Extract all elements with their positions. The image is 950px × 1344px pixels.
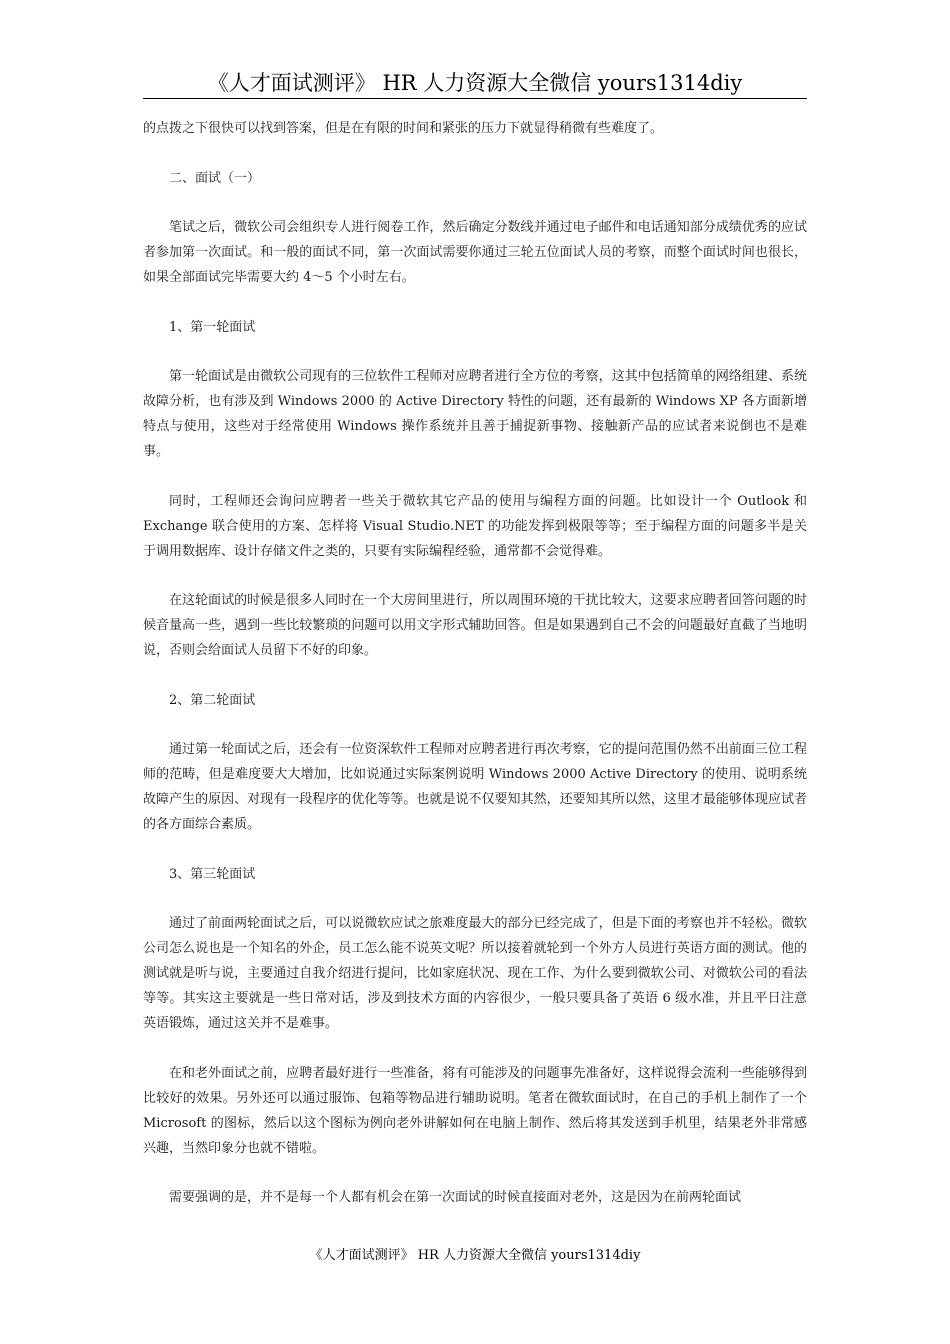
page-header-title: 《人才面试测评》 HR 人力资源大全微信 yours1314diy: [207, 71, 743, 95]
paragraph: 需要强调的是，并不是每一个人都有机会在第一次面试的时候直接面对老外，这是因为在前两轮面试: [169, 1190, 742, 1205]
page-footer-text: 《人才面试测评》 HR 人力资源大全微信 yours1314diy: [309, 1248, 641, 1263]
paragraph: 在这轮面试的时候是很多人同时在一个大房间里进行，所以周围环境的干扰比较大，这要求应聘者回答问题的时候音量高一些，遇到一些比较繁琐的问题可以用文字形式辅助回答。但是如果遇到自己不会的问题最好直截了当地明说，否则会给面试人员留下不好的印象。: [143, 593, 807, 658]
paragraph: 通过了前面两轮面试之后，可以说微软应试之旅难度最大的部分已经完成了，但是下面的考察也并不轻松。微软公司怎么说也是一个知名的外企，员工怎么能不说英文呢？所以接着就轮到一个外方人员进行英语方面的测试。他的测试就是听与说，主要通过自我介绍进行提问，比如家庭状况、现在工作、为什么要到微软公司、对微软公司的看法等等。其实这主要就是一些日常对话，涉及到技术方面的内容很少，一般只要具备了英语 6 级水准，并且平日注意英语锻炼，通过这关并不是难事。: [143, 916, 807, 1031]
subheading-round-one: 1、第一轮面试: [169, 319, 256, 335]
paragraph: 在和老外面试之前，应聘者最好进行一些准备，将有可能涉及的问题事先准备好，这样说得会流利一些能够得到比较好的效果。另外还可以通过服饰、包箱等物品进行辅助说明。笔者在微软面试时，在自己的手机上制作了一个 Microsoft 的图标，然后以这个图标为例向老外讲解如何在电脑上制作、然后将其发送到手机里，结果老外非常感兴趣，当然印象分也就不错啦。: [143, 1065, 807, 1156]
paragraph: 通过第一轮面试之后，还会有一位资深软件工程师对应聘者进行再次考察，它的提问范围仍然不出前面三位工程师的范畴，但是难度要大大增加，比如说通过实际案例说明 Windows 2000 Active Directory 的使用、说明系统故障产生的原因、对现有一段程序的优化等等。也就是说不仅要知其然，还要知其所以然，这里才最能够体现应试者的各方面综合素质。: [143, 742, 807, 832]
subheading-round-three: 3、第三轮面试: [169, 866, 256, 882]
paragraph: 笔试之后，微软公司会组织专人进行阅卷工作，然后确定分数线并通过电子邮件和电话通知部分成绩优秀的应试者参加第一次面试。和一般的面试不同，第一次面试需要你通过三轮五位面试人员的考察，而整个面试时间也很长，如果全部面试完毕需要大约 4～5 个小时左右。: [143, 220, 807, 285]
paragraph: 第一轮面试是由微软公司现有的三位软件工程师对应聘者进行全方位的考察，这其中包括简单的网络组建、系统故障分析，也有涉及到 Windows 2000 的 Active Directory 特性的问题，还有最新的 Windows XP 各方面新增特点与使用，这些对于经常使用 Windows 操作系统并且善于捕捉新事物、接触新产品的应试者来说倒也不是难事。: [143, 369, 807, 459]
section-heading-interview-one: 二、面试（一）: [169, 170, 261, 186]
document-body: [143, 116, 807, 1235]
paragraph-continuation: 的点拨之下很快可以找到答案，但是在有限的时间和紧张的压力下就显得稍微有些难度了。: [143, 121, 664, 136]
header-divider: [143, 98, 807, 99]
paragraph: 同时，工程师还会询问应聘者一些关于微软其它产品的使用与编程方面的问题。比如设计一个 Outlook 和 Exchange 联合使用的方案、怎样将 Visual Studio.NET 的功能发挥到极限等等；至于编程方面的问题多半是关于调用数据库、设计存储文件之类的，只要有实际编程经验，通常都不会觉得难。: [143, 493, 807, 559]
subheading-round-two: 2、第二轮面试: [169, 692, 256, 708]
